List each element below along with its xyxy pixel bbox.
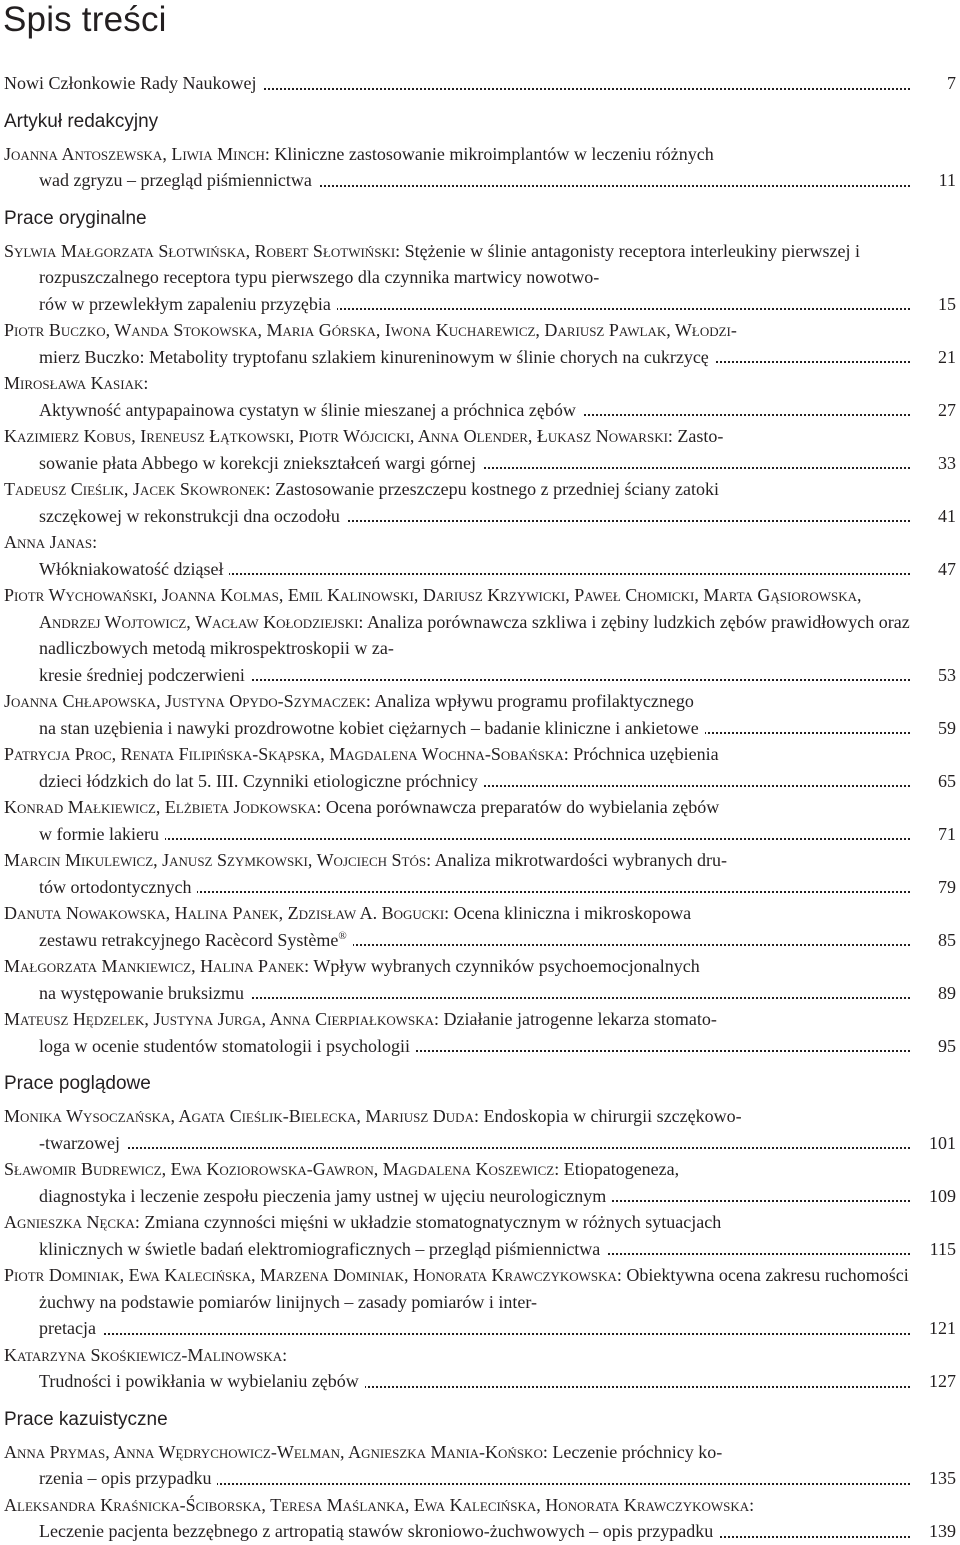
page-number: 121 <box>929 1318 956 1338</box>
entry-authors: Sławomir Budrewicz, Ewa Koziorowska-Gawron, Magdalena Koszewicz: <box>4 1159 560 1179</box>
toc-entry[interactable] <box>4 847 958 900</box>
entry-title-end <box>39 927 910 954</box>
entry-authors: Piotr Wychowański, Joanna Kolmas, Emil Kalinowski, Dariusz Krzywicki, Paweł Chomicki, Marta Gąsiorowska, Andrzej Wojtowicz, Wacław Kołodziejski: <box>4 585 862 632</box>
page-number: 101 <box>929 1132 956 1153</box>
page-number: 65 <box>938 770 956 791</box>
page-number: 135 <box>929 1468 956 1488</box>
entry-title-start: Próchnica uzębienia <box>573 744 719 764</box>
section-heading: Artykuł redakcyjny <box>4 110 159 132</box>
entry-authors: Danuta Nowakowska, Halina Panek, Zdzisław A. Bogucki: <box>4 903 450 923</box>
toc-entry[interactable] <box>4 238 958 318</box>
entry-title-end <box>39 1236 910 1263</box>
entry-title-start: Stężenie w ślinie antagonisty receptora interleukiny pierwszej i rozpuszczalnego receptora typu pierwszego dla czynnika martwicy nowotwo- <box>39 240 860 287</box>
entry-title-start: Wpływ wybranych czynników psychoemocjonalnych <box>313 956 700 976</box>
entry-title-end <box>39 1368 910 1395</box>
toc-entry[interactable] <box>4 141 958 194</box>
entry-title-start: Ocena kliniczna i mikroskopowa <box>453 903 692 923</box>
entry-authors: Piotr Buczko, Wanda Stokowska, Maria Górska, Iwona Kucharewicz, Dariusz Pawlak, Włodzi- <box>4 320 737 340</box>
entry-title-tail: Aktywność antypapainowa cystatyn w ślinie mieszanej a próchnica zębów <box>39 399 576 420</box>
entry-authors: Małgorzata Mankiewicz, Halina Panek: <box>4 956 310 976</box>
page-number: 7 <box>947 73 956 93</box>
toc-entry[interactable] <box>4 1342 958 1395</box>
toc-entry[interactable] <box>4 953 958 1006</box>
entry-title-tail: na występowanie bruksizmu <box>39 982 244 1003</box>
entry-title-start: Analiza mikrotwardości wybranych dru- <box>434 850 727 870</box>
entry-authors: Sylwia Małgorzata Słotwińska, Robert Słotwiński: <box>4 240 401 261</box>
entry-title-end <box>39 1465 910 1492</box>
toc-entry[interactable] <box>4 1103 958 1156</box>
toc-entry[interactable] <box>4 1006 958 1059</box>
entry-title-tail: Włókniakowatość dziąseł <box>39 558 224 579</box>
page-number: 127 <box>929 1371 956 1391</box>
entry-title-start: Działanie jatrogenne lekarza stomato- <box>443 1009 717 1029</box>
entry-title-start: Analiza porównawcza szkliwa i zębiny ludzkich zębów prawidłowych oraz nadliczbowych metodą mikrospektroskopii w za- <box>39 611 910 658</box>
page-number: 15 <box>938 293 956 314</box>
entry-authors: Katarzyna Skośkiewicz-Malinowska: <box>4 1344 288 1365</box>
entry-title-end <box>4 70 910 97</box>
page-number: 109 <box>929 1185 956 1206</box>
entry-title-end <box>39 1130 910 1157</box>
entry-authors: Joanna Chłapowska, Justyna Opydo-Szymaczek: <box>4 691 371 711</box>
entry-title-tail: rzenia – opis przypadku <box>39 1468 212 1488</box>
entry-title-start: Ocena porównawcza preparatów do wybielania zębów <box>325 797 720 817</box>
entry-title-tail: -twarzowej <box>39 1132 120 1153</box>
entry-title-end <box>39 1518 910 1545</box>
toc-entry[interactable] <box>4 370 958 423</box>
entry-authors: Anna Prymas, Anna Wędrychowicz-Welman, Agnieszka Mania-Końsko: <box>4 1441 548 1462</box>
entry-title-tail: loga w ocenie studentów stomatologii i psychologii <box>39 1035 410 1056</box>
entry-title-tail: kresie średniej podczerwieni <box>39 664 245 685</box>
entry-title-tail: Trudności i powikłania w wybielaniu zębów <box>39 1371 359 1391</box>
toc-entry[interactable] <box>4 1156 958 1209</box>
toc-entry[interactable] <box>4 688 958 741</box>
toc-entry[interactable] <box>4 529 958 582</box>
toc-entry[interactable] <box>4 317 958 370</box>
toc-section <box>4 97 958 194</box>
page-number: 139 <box>929 1521 956 1541</box>
entry-title-end <box>39 1315 910 1342</box>
entry-title-end <box>39 715 910 742</box>
entry-title-tail: klinicznych w świetle badań elektromiograficznych – przegląd piśmiennictwa <box>39 1238 601 1259</box>
toc-entry[interactable] <box>4 423 958 476</box>
page-number: 85 <box>938 929 956 950</box>
entry-title-end <box>39 397 910 424</box>
entry-authors: Joanna Antoszewska, Liwia Minch: <box>4 143 270 164</box>
toc-entry[interactable] <box>4 741 958 794</box>
entry-title-end <box>39 662 910 689</box>
entry-title-tail: mierz Buczko: Metabolity tryptofanu szlakiem kinureninowym w ślinie chorych na cukrzycę <box>39 346 709 367</box>
entry-title-start: Etiopatogeneza, <box>563 1159 680 1179</box>
toc-entry[interactable] <box>4 1492 958 1545</box>
entry-title-tail: szczękowej w rekonstrukcji dna oczodołu <box>39 505 340 526</box>
toc-entry[interactable] <box>4 1262 958 1342</box>
entry-title-tail: Nowi Członkowie Rady Naukowej <box>4 73 257 93</box>
entry-authors: Kazimierz Kobus, Ireneusz Łątkowski, Piotr Wójcicki, Anna Olender, Łukasz Nowarski: <box>4 426 673 446</box>
entry-title-start: Zmiana czynności mięśni w układzie stomatognatycznym w różnych sytuacjach <box>144 1212 722 1232</box>
entry-title-start: Kliniczne zastosowanie mikroimplantów w leczeniu różnych <box>274 143 714 164</box>
page-number: 21 <box>938 346 956 367</box>
entry-title-end <box>39 1183 910 1210</box>
page-number: 11 <box>938 170 956 190</box>
page-number: 27 <box>938 399 956 420</box>
toc-section <box>4 70 958 97</box>
entry-title-tail: rów w przewlekłym zapaleniu przyzębia <box>39 293 331 314</box>
entry-title-start: Analiza wpływu programu profilaktycznego <box>374 691 694 711</box>
entry-title-tail: w formie lakieru <box>39 823 159 844</box>
page-number: 95 <box>938 1035 956 1056</box>
registered-mark: ® <box>338 929 347 942</box>
dot-leader <box>39 838 910 840</box>
toc-entry[interactable] <box>4 794 958 847</box>
page-number: 89 <box>938 982 956 1003</box>
entry-title-end <box>39 821 910 848</box>
toc-entry[interactable] <box>4 582 958 688</box>
entry-title-start: Zasto- <box>677 426 724 446</box>
page-number: 71 <box>938 823 956 844</box>
entry-title-tail: tów ortodontycznych <box>39 876 192 897</box>
toc-entry[interactable] <box>4 1439 958 1492</box>
page-number: 47 <box>938 558 956 579</box>
toc-entry[interactable] <box>4 476 958 529</box>
entry-authors: Marcin Mikulewicz, Janusz Szymkowski, Wojciech Stós: <box>4 850 432 870</box>
entry-title-start: Leczenie próchnicy ko- <box>552 1441 723 1462</box>
page-number: 59 <box>938 717 956 738</box>
entry-title-start: Endoskopia w chirurgii szczękowo- <box>483 1106 742 1126</box>
entry-title-tail: wad zgryzu – przegląd piśmiennictwa <box>39 170 312 190</box>
entry-title-end <box>39 980 910 1007</box>
entry-title-end <box>39 874 910 901</box>
entry-title-end <box>39 291 910 318</box>
toc-entry[interactable] <box>4 70 958 97</box>
entry-title-end <box>39 450 910 477</box>
entry-title-tail: pretacja <box>39 1318 96 1338</box>
toc-section <box>4 1395 958 1545</box>
entry-title-start: Zastosowanie przeszczepu kostnego z przedniej ściany zatoki <box>275 479 719 499</box>
entry-authors: Konrad Małkiewicz, Elżbieta Jodkowska: <box>4 797 322 817</box>
entry-title-end <box>39 556 910 583</box>
entry-title-tail: diagnostyka i leczenie zespołu pieczenia jamy ustnej w ujęciu neurologicznym <box>39 1185 607 1206</box>
entry-authors: Patrycja Proc, Renata Filipińska-Skąpska, Magdalena Wochna-Sobańska: <box>4 744 569 764</box>
entry-title-tail: na stan uzębienia i nawyki prozdrowotne kobiet ciężarnych – badanie kliniczne i ankietowe <box>39 717 699 738</box>
page-number: 79 <box>938 876 956 897</box>
entry-authors: Anna Janas: <box>4 532 98 552</box>
entry-title-tail: Leczenie pacjenta bezzębnego z artropatią stawów skroniowo-żuchwowych – opis przypadku <box>39 1521 714 1541</box>
toc-entry[interactable] <box>4 1209 958 1262</box>
section-heading: Prace kazuistyczne <box>4 1408 168 1430</box>
section-heading: Prace oryginalne <box>4 207 147 229</box>
entry-title-tail: dzieci łódzkich do lat 5. III. Czynniki etiologiczne próchnicy <box>39 770 478 791</box>
dot-leader <box>39 1147 910 1149</box>
page-number: 33 <box>938 452 956 473</box>
entry-title-tail: sowanie płata Abbego w korekcji zniekształceń wargi górnej <box>39 452 477 473</box>
page-title: Spis treści <box>3 0 167 39</box>
page-number: 115 <box>929 1238 956 1259</box>
toc-entry[interactable] <box>4 900 958 953</box>
entry-authors: Agnieszka Nęcka: <box>4 1212 140 1232</box>
entry-title-end <box>39 344 910 371</box>
entry-authors: Piotr Dominiak, Ewa Kalecińska, Marzena Dominiak, Honorata Krawczykowska: <box>4 1265 622 1285</box>
table-of-contents <box>4 70 958 1545</box>
entry-title-tail: zestawu retrakcyjnego Racècord Système <box>39 929 339 950</box>
toc-section <box>4 194 958 1060</box>
entry-title-start: Obiektywna ocena zakresu ruchomości żuchwy na podstawie pomiarów linijnych – zasady pomiarów i inter- <box>39 1265 909 1312</box>
entry-authors: Monika Wysoczańska, Agata Cieślik-Bielecka, Mariusz Duda: <box>4 1106 479 1126</box>
entry-title-end <box>39 768 910 795</box>
entry-authors: Tadeusz Cieślik, Jacek Skowronek: <box>4 479 271 499</box>
page-number: 41 <box>938 505 956 526</box>
entry-title-end <box>39 1033 910 1060</box>
section-heading: Prace poglądowe <box>4 1073 151 1094</box>
entry-authors: Mateusz Hędzelek, Justyna Jurga, Anna Cierpiałkowska: <box>4 1009 440 1029</box>
entry-authors: Aleksandra Kraśnicka-Ściborska, Teresa Maślanka, Ewa Kalecińska, Honorata Krawczykowska: <box>4 1494 755 1515</box>
entry-title-end <box>39 167 910 194</box>
entry-authors: Mirosława Kasiak: <box>4 373 149 393</box>
entry-title-end <box>39 503 910 530</box>
dot-leader <box>39 1333 910 1335</box>
page-number: 53 <box>938 664 956 685</box>
toc-section <box>4 1059 958 1395</box>
